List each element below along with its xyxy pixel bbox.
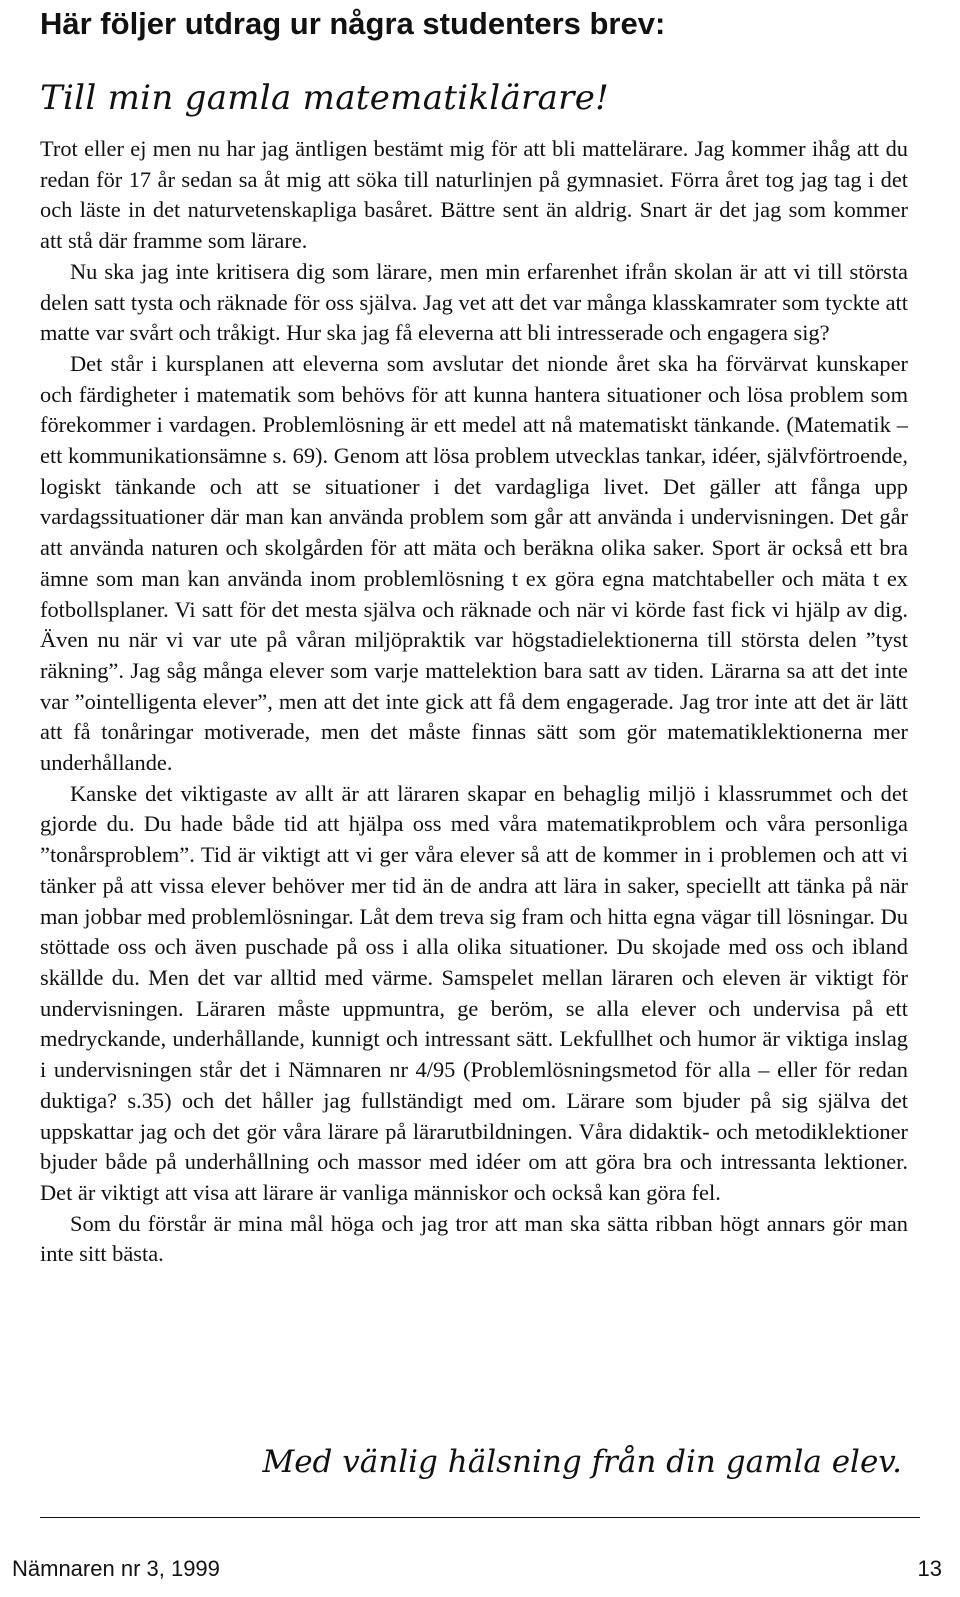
footer-page-number: 13: [917, 1556, 942, 1581]
letter-body: [40, 134, 908, 1270]
letter-paragraph: Trot eller ej men nu har jag äntligen bestämt mig för att bli mattelärare. Jag kommer ihåg att du redan för 17 år sedan sa åt mig att söka till naturlinjen på gymnasiet. Förra året tog jag tag i det och läste in det naturvetenskapliga basåret. Bättre sent än aldrig. Snart är det jag som kommer att stå där framme som lärare.: [40, 136, 908, 254]
letter-paragraph: Som du förstår är mina mål höga och jag tror att man ska sätta ribban högt annars gör man inte sitt bästa.: [40, 1210, 908, 1267]
letter-salutation: Till min gamla matematiklärare!: [40, 78, 610, 118]
footer-divider: [40, 1517, 920, 1518]
letter-paragraph: Kanske det viktigaste av allt är att läraren skapar en behaglig miljö i klassrummet och det gjorde du. Du hade både tid att hjälpa oss med våra matematikproblem och våra personliga ”tonårsproblem”. Tid är viktigt att vi ger våra elever så att de kommer in i problemen och att vi tänker på att vissa elever behöver mer tid än de andra att lära in saker, speciellt att tänka på när man jobbar med problemlösningar. Låt dem treva sig fram och hitta egna vägar till lösningar. Du stöttade oss och även puschade på oss i alla olika situationer. Du skojade med oss och ibland skällde du. Men det var alltid med värme. Samspelet mellan läraren och eleven är viktigt för undervisningen. Läraren måste uppmuntra, ge beröm, se alla elever och undervisa på ett medryckande, underhållande, kunnigt och intressant sätt. Lekfullhet och humor är viktiga inslag i undervisningen står det i Nämnaren nr 4/95 (Problemlösningsmetod för alla – eller för redan duktiga? s.35) och det håller jag fullständigt med om. Lärare som bjuder på sig själva det uppskattar jag och det gör våra lärare på lärarutbildningen. Våra didaktik- och metodiklektioner bjuder både på underhållning och massor med idéer om att göra bra och intressanta lektioner. Det är viktigt att visa att lärare är vanliga människor och också kan göra fel.: [40, 780, 908, 1205]
letter-paragraph: Det står i kursplanen att eleverna som avslutar det nionde året ska ha förvärvat kunskaper och färdigheter i matematik som behövs för att kunna hantera situationer och lösa problem som förekommer i vardagen. Problemlösning är ett medel att nå matematiskt tänkande. (Matematik – ett kommunikationsämne s. 69). Genom att lösa problem utvecklas tankar, idéer, självförtroende, logiskt tänkande och att se situationer i det vardagliga livet. Det gäller att fånga upp vardagssituationer där man kan använda problem som går att använda i undervisningen. Det går att använda naturen och skolgården för att mäta och beräkna olika saker. Sport är också ett bra ämne som man kan använda inom problemlösning t ex göra egna matchtabeller och mäta t ex fotbollsplaner. Vi satt för det mesta själva och räknade och när vi körde fast fick vi hjälp av dig. Även nu när vi var ute på våran miljöpraktik var högstadielektionerna till största delen ”tyst räkning”. Jag såg många elever som varje mattelektion bara satt av tiden. Lärarna sa att det inte var ”ointelligenta elever”, men att det inte gick att få dem engagerade. Jag tror inte att det är lätt att få tonåringar motiverade, men det måste finnas sätt som gör matematiklektionerna mer underhållande.: [40, 350, 908, 776]
letter-paragraph: Nu ska jag inte kritisera dig som lärare, men min erfarenhet ifrån skolan är att vi till största delen satt tysta och räknade för oss själva. Jag vet att det var många klasskamrater som tyckte att matte var svårt och tråkigt. Hur ska jag få eleverna att bli intresserade och engagera sig?: [40, 258, 908, 346]
letter-closing: Med vänlig hälsning från din gamla elev.: [262, 1444, 902, 1480]
footer-publication: Nämnaren nr 3, 1999: [12, 1556, 220, 1581]
page-heading: Här följer utdrag ur några studenters brev:: [40, 6, 666, 41]
